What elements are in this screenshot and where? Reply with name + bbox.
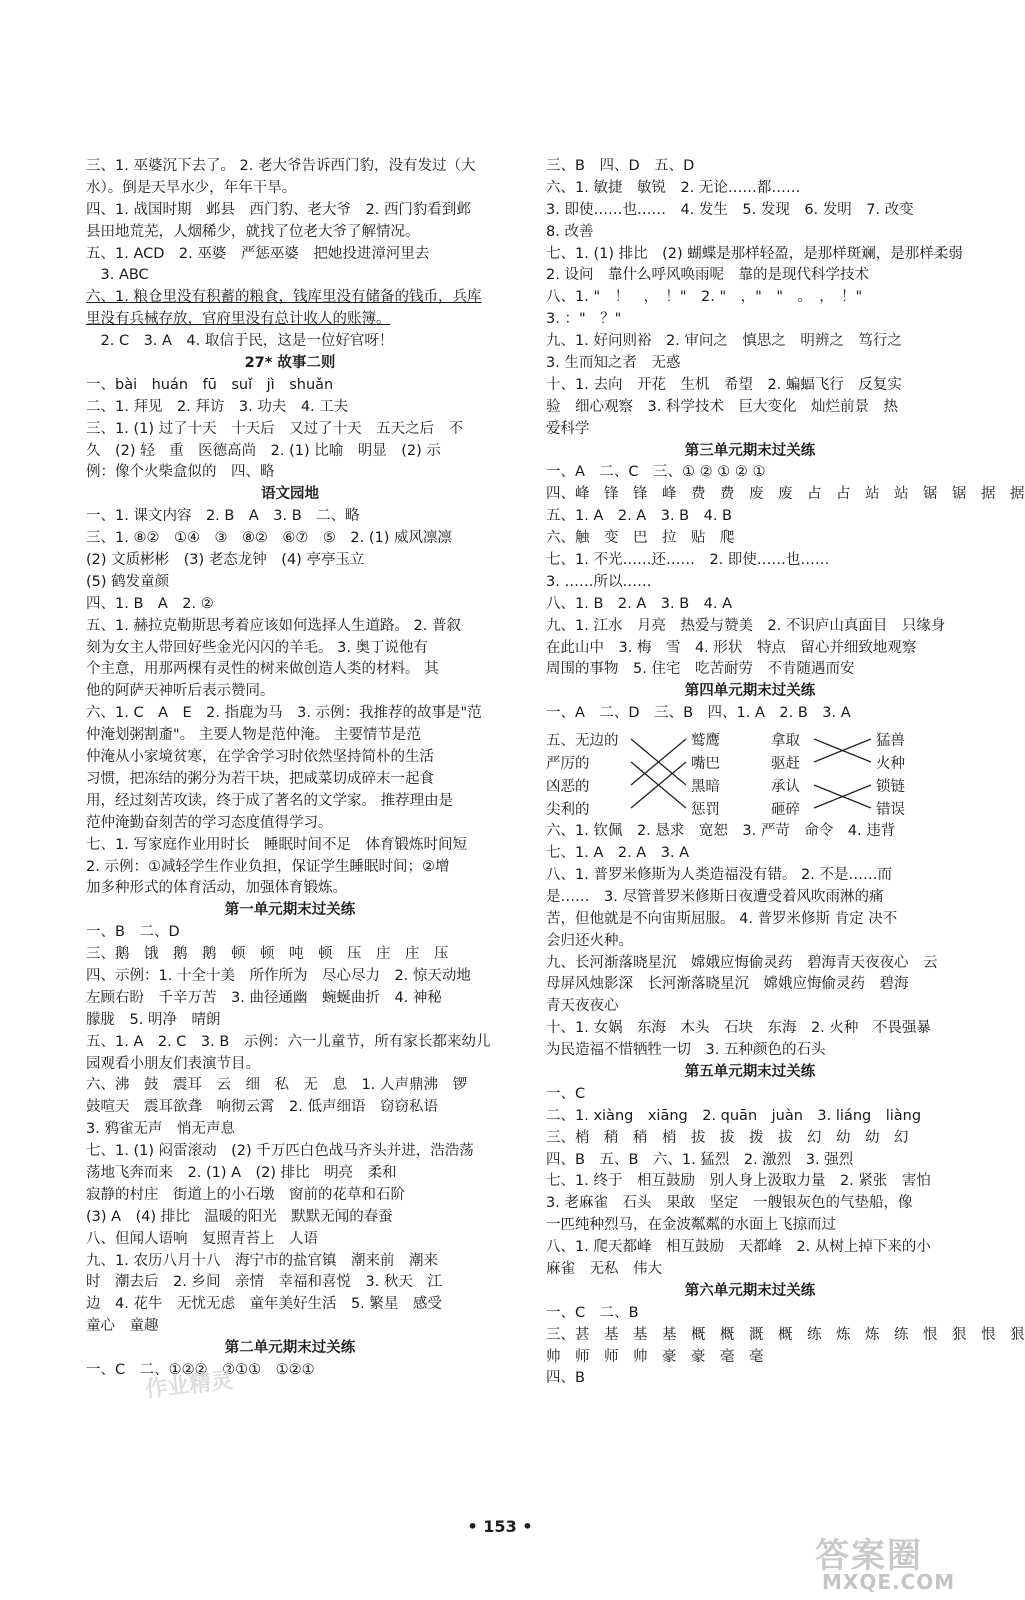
match-word: 驱赶 — [771, 756, 800, 773]
watermark-brand: 答案圈 — [815, 1536, 923, 1576]
answer-line: 六、触 变 巴 拉 贴 爬 — [546, 530, 735, 547]
section-title: 第五单元期末过关练 — [684, 1063, 816, 1080]
answer-line: 3. 即使……也…… 4. 发生 5. 发现 6. 发明 7. 改变 — [546, 201, 914, 218]
answer-line: 六、1. C A E 2. 指鹿为马 3. 示例：我推荐的故事是"范 — [86, 705, 482, 722]
section-title: 第三单元期末过关练 — [684, 442, 816, 459]
answer-line: 八、但闻人语响 复照青苔上 人语 — [86, 1230, 318, 1247]
match-word: 黑暗 — [691, 779, 720, 796]
matching-exercise — [546, 725, 954, 821]
answer-line: 一、A 二、D 三、B 四、1. A 2. B 3. A — [546, 705, 851, 722]
answer-line: 六、1. 钦佩 2. 恳求 宽恕 3. 严苛 命令 4. 违背 — [546, 823, 896, 840]
answer-line: 一、1. 课文内容 2. B A 3. B 二、略 — [86, 508, 360, 525]
answer-line: 九、1. 农历八月十八 海宁市的盐官镇 潮来前 潮来 — [86, 1252, 438, 1269]
answer-line: 刻为女主人带回好些金光闪闪的羊毛。 3. 奥丁说他有 — [86, 639, 429, 656]
answer-line: 周围的事物 5. 住宅 吃苦耐劳 不肯随遇而安 — [546, 661, 855, 678]
answer-line: 三、1. 巫婆沉下去了。 2. 老大爷告诉西门豹，没有发过（大 — [86, 158, 476, 174]
answer-line: 县田地荒芜，人烟稀少，就找了位老大爷了解情况。 — [86, 223, 420, 240]
answer-line: 会归还火种。 — [546, 932, 633, 949]
answer-line: 八、1. 普罗米修斯为人类造福没有错。 2. 不是……而 — [546, 866, 892, 883]
answer-line: 3. 鸦雀无声 悄无声息 — [86, 1121, 235, 1138]
left-answer-column — [86, 156, 494, 1382]
match-word: 砸碎 — [771, 802, 800, 819]
answer-line: 七、1. 不光……还…… 2. 即使……也…… — [546, 552, 830, 569]
match-word: 惩罚 — [691, 802, 720, 819]
answer-line: 例：像个火柴盒似的 四、略 — [86, 464, 275, 481]
answer-line: (3) A (4) 排比 温暖的阳光 默默无闻的春蚕 — [86, 1208, 393, 1225]
answer-line: 边 4. 花牛 无忧无虑 童年美好生活 5. 繁星 感受 — [86, 1296, 442, 1313]
answer-line: 3. 老麻雀 石头 果敢 坚定 一艘银灰色的气垫船，像 — [546, 1195, 913, 1212]
answer-line: 四、峰 锋 锋 峰 费 费 废 废 占 占 站 站 锯 锯 据 据 — [546, 486, 1025, 503]
answer-line: 三、B 四、D 五、D — [546, 158, 695, 174]
answer-line: 寂静的村庄 街道上的小石墩 窗前的花草和石阶 — [86, 1186, 405, 1203]
answer-line: 3. ：" ？" — [546, 311, 622, 328]
match-word: 拿取 — [771, 733, 800, 750]
answer-line: 三、1. (1) 过了十天 十天后 又过了十天 五天之后 不 — [86, 420, 464, 437]
answer-line: 苦，但他就是不向宙斯屈服。 4. 普罗米修斯 肯定 决不 — [546, 910, 898, 927]
match-word: 凶恶的 — [546, 779, 590, 796]
answer-line: 九、1. 好问则裕 2. 审问之 慎思之 明辨之 笃行之 — [546, 333, 902, 350]
answer-line: 2. 示例：①减轻学生作业负担，保证学生睡眠时间；②增 — [86, 858, 450, 875]
match-lines — [546, 725, 954, 821]
answer-line: 七、1. (1) 闷雷滚动 (2) 千万匹白色战马齐头并进，浩浩荡 — [86, 1143, 474, 1160]
section-title: 第六单元期末过关练 — [684, 1282, 816, 1299]
answer-line: 三、1. ⑧② ①④ ③ ⑧② ⑥⑦ ⑤ 2. (1) 威风凛凛 — [86, 530, 453, 547]
answer-line: 仲淹划粥割齑"。 主要人物是范仲淹。 主要情节是范 — [86, 727, 421, 744]
answer-line: 七、1. 终于 相互鼓励 别人身上汲取力量 2. 紧张 害怕 — [546, 1173, 931, 1190]
answer-line: 四、B — [546, 1370, 585, 1387]
answer-line: 验 细心观察 3. 科学技术 巨大变化 灿烂前景 热 — [546, 398, 898, 415]
answer-line: 七、1. 写家庭作业用时长 睡眠时间不足 体育锻炼时间短 — [86, 836, 467, 853]
section-title: 第二单元期末过关练 — [224, 1340, 356, 1357]
match-word: 尖利的 — [546, 802, 590, 819]
answer-line: 时 潮去后 2. 乡间 亲情 幸福和喜悦 3. 秋天 江 — [86, 1274, 442, 1291]
answer-line: 园观看小朋友们表演节目。 — [86, 1055, 260, 1072]
answer-line: 2. C 3. A 4. 取信于民，这是一位好官呀！ — [86, 333, 394, 350]
answer-line: 一匹纯种烈马，在金波粼粼的水面上飞掠而过 — [546, 1217, 836, 1234]
answer-line: 二、1. 拜见 2. 拜访 3. 功夫 4. 工夫 — [86, 398, 349, 415]
answer-line: 是…… 3. 尽管普罗米修斯日夜遭受着风吹雨淋的痛 — [546, 888, 884, 905]
answer-line: 个主意，用那两棵有灵性的树来做创造人类的材料。 其 — [86, 661, 439, 678]
answer-line: 为民造福不惜牺牲一切 3. 五种颜色的石头 — [546, 1042, 826, 1059]
answer-line: 四、1. 战国时期 邺县 西门豹、老大爷 2. 西门豹看到邺 — [86, 201, 471, 218]
answer-line: 青天夜夜心 — [546, 998, 619, 1015]
answer-line: 四、1. B A 2. ② — [86, 595, 214, 612]
answer-line: 一、B 二、D — [86, 924, 180, 941]
answer-line: (2) 文质彬彬 (3) 老态龙钟 (4) 亭亭玉立 — [86, 552, 365, 569]
answer-line: 鼓喧天 震耳欲聋 响彻云霄 2. 低声细语 窃窃私语 — [86, 1099, 438, 1116]
answer-line: 十、1. 去向 开花 生机 希望 2. 蝙蝠飞行 反复实 — [546, 376, 902, 393]
answer-line: 朦胧 5. 明净 晴朗 — [86, 1011, 221, 1028]
answer-line: 仲淹从小家境贫寒，在学舍学习时依然坚持简朴的生活 — [86, 749, 434, 766]
answer-line: 母屏风烛影深 长河渐落晓星沉 嫦娥应悔偷灵药 碧海 — [546, 976, 909, 993]
answer-line: 九、长河渐落晓星沉 嫦娥应悔偷灵药 碧海青天夜夜心 云 — [546, 954, 938, 971]
answer-line: 八、1. " ！ ， ！" 2. " ，" " 。 ， ！" — [546, 289, 863, 306]
answer-line: 一、C 二、B — [546, 1304, 639, 1321]
answer-line: 用，经过刻苦攻读，终于成了著名的文学家。 推荐理由是 — [86, 792, 454, 809]
answer-line: 六、1. 粮仓里没有积蓄的粮食，钱库里没有储备的钱币，兵库 — [86, 289, 482, 306]
answer-line: 五、1. A 2. C 3. B 示例：六一儿童节，所有家长都来幼儿 — [86, 1033, 491, 1050]
answer-line: 加多种形式的体育活动，加强体育锻炼。 — [86, 880, 347, 897]
match-word: 嘴巴 — [691, 756, 720, 773]
answer-line: 3. ……所以…… — [546, 573, 652, 590]
match-word: 火种 — [876, 756, 905, 773]
answer-line: 三、梢 稍 稍 梢 拔 拔 拨 拔 幻 幼 幼 幻 — [546, 1129, 909, 1146]
match-word: 五、无边的 — [546, 733, 619, 750]
match-word: 鹫鹰 — [691, 733, 720, 750]
answer-line: 水）。倒是天旱水少，年年干旱。 — [86, 179, 297, 196]
section-title: 语文园地 — [261, 486, 319, 503]
page-number: • 153 • — [467, 1517, 533, 1536]
answer-line: 三、鹅 饿 鹅 鹅 顿 顿 吨 顿 压 庄 庄 压 — [86, 946, 449, 963]
answer-line: 六、沸 鼓 震耳 云 细 私 无 息 1. 人声鼎沸 锣 — [86, 1077, 467, 1094]
match-word: 锁链 — [876, 779, 905, 796]
match-word: 猛兽 — [876, 733, 905, 750]
answer-line: 三、甚 基 基 基 概 概 溉 概 练 炼 炼 练 恨 狠 恨 狠 — [546, 1326, 1025, 1343]
answer-line: 范仲淹勤奋刻苦的学习态度值得学习。 — [86, 814, 333, 831]
answer-line: 六、1. 敏捷 敏锐 2. 无论……都…… — [546, 179, 801, 196]
section-title: 第一单元期末过关练 — [224, 902, 356, 919]
answer-line: 2. 设问 靠什么呼风唤雨呢 靠的是现代科学技术 — [546, 267, 869, 284]
answer-line: 五、1. A 2. A 3. B 4. B — [546, 508, 733, 525]
answer-line: 一、A 二、C 三、① ② ① ② ① — [546, 464, 766, 481]
answer-line: 一、C — [546, 1085, 586, 1102]
answer-line: 3. ABC — [86, 267, 149, 284]
answer-line: 五、1. 赫拉克勒斯思考着应该如何选择人生道路。 2. 普叙 — [86, 617, 461, 634]
answer-line: 八、1. B 2. A 3. B 4. A — [546, 595, 733, 612]
watermark-text: 作业精灵 — [144, 1368, 235, 1403]
answer-line: 帅 师 师 帅 豪 豪 毫 毫 — [546, 1348, 764, 1365]
answer-line: 久 (2) 轻 重 医德高尚 2. (1) 比喻 明显 (2) 示 — [86, 442, 441, 459]
watermark-domain: MXQE.COM — [822, 1570, 956, 1594]
answer-line: 童心 童趣 — [86, 1318, 159, 1335]
answer-line: 在此山中 3. 梅 雪 4. 形状 特点 留心并细致地观察 — [546, 639, 917, 656]
answer-line: 二、1. xiàng xiāng 2. quān juàn 3. liáng liàng — [546, 1107, 922, 1124]
answer-line: 一、bài huán fū suǐ jì shuǎn — [86, 376, 334, 393]
answer-line: 里没有兵械存放，官府里没有总计收人的账簿。 — [86, 311, 391, 328]
match-word: 严厉的 — [546, 756, 590, 773]
answer-line: 四、示例：1. 十全十美 所作所为 尽心尽力 2. 惊天动地 — [86, 967, 471, 984]
match-word: 承认 — [771, 779, 800, 796]
section-title: 27* 故事二则 — [244, 355, 336, 372]
answer-line: 麻雀 无私 伟大 — [546, 1260, 662, 1277]
answer-line: 3. 生而知之者 无惑 — [546, 355, 681, 372]
answer-line: 九、1. 江水 月亮 热爱与赞美 2. 不识庐山真面目 只缘身 — [546, 617, 946, 634]
answer-line: 五、1. ACD 2. 巫婆 严惩巫婆 把她投进漳河里去 — [86, 245, 430, 262]
answer-line: 左顾右盼 千辛万苦 3. 曲径通幽 蜿蜒曲折 4. 神秘 — [86, 989, 442, 1006]
right-answer-column — [546, 156, 1025, 1390]
answer-line: 习惯，把冻结的粥分为若干块，把咸菜切成碎末一起食 — [86, 770, 434, 787]
answer-line: 一、C 二、①②② ②①① ①②① — [86, 1361, 315, 1378]
answer-line: 爱科学 — [546, 420, 590, 437]
answer-line: 他的阿萨天神听后表示赞同。 — [86, 683, 275, 700]
answer-line: (5) 鹤发童颜 — [86, 573, 170, 590]
answer-line: 8. 改善 — [546, 223, 594, 240]
section-title: 第四单元期末过关练 — [684, 683, 816, 700]
answer-line: 八、1. 爬天都峰 相互鼓励 天都峰 2. 从树上掉下来的小 — [546, 1239, 931, 1256]
answer-line: 七、1. (1) 排比 (2) 蝴蝶是那样轻盈，是那样斑斓，是那样柔弱 — [546, 245, 963, 262]
answer-line: 四、B 五、B 六、1. 猛烈 2. 激烈 3. 强烈 — [546, 1151, 854, 1168]
answer-line: 十、1. 女娲 东海 木头 石块 东海 2. 火种 不畏强暴 — [546, 1020, 931, 1037]
answer-line: 荡地飞奔而来 2. (1) A (2) 排比 明亮 柔和 — [86, 1164, 397, 1181]
answer-line: 七、1. A 2. A 3. A — [546, 845, 690, 862]
match-word: 错误 — [876, 802, 905, 819]
